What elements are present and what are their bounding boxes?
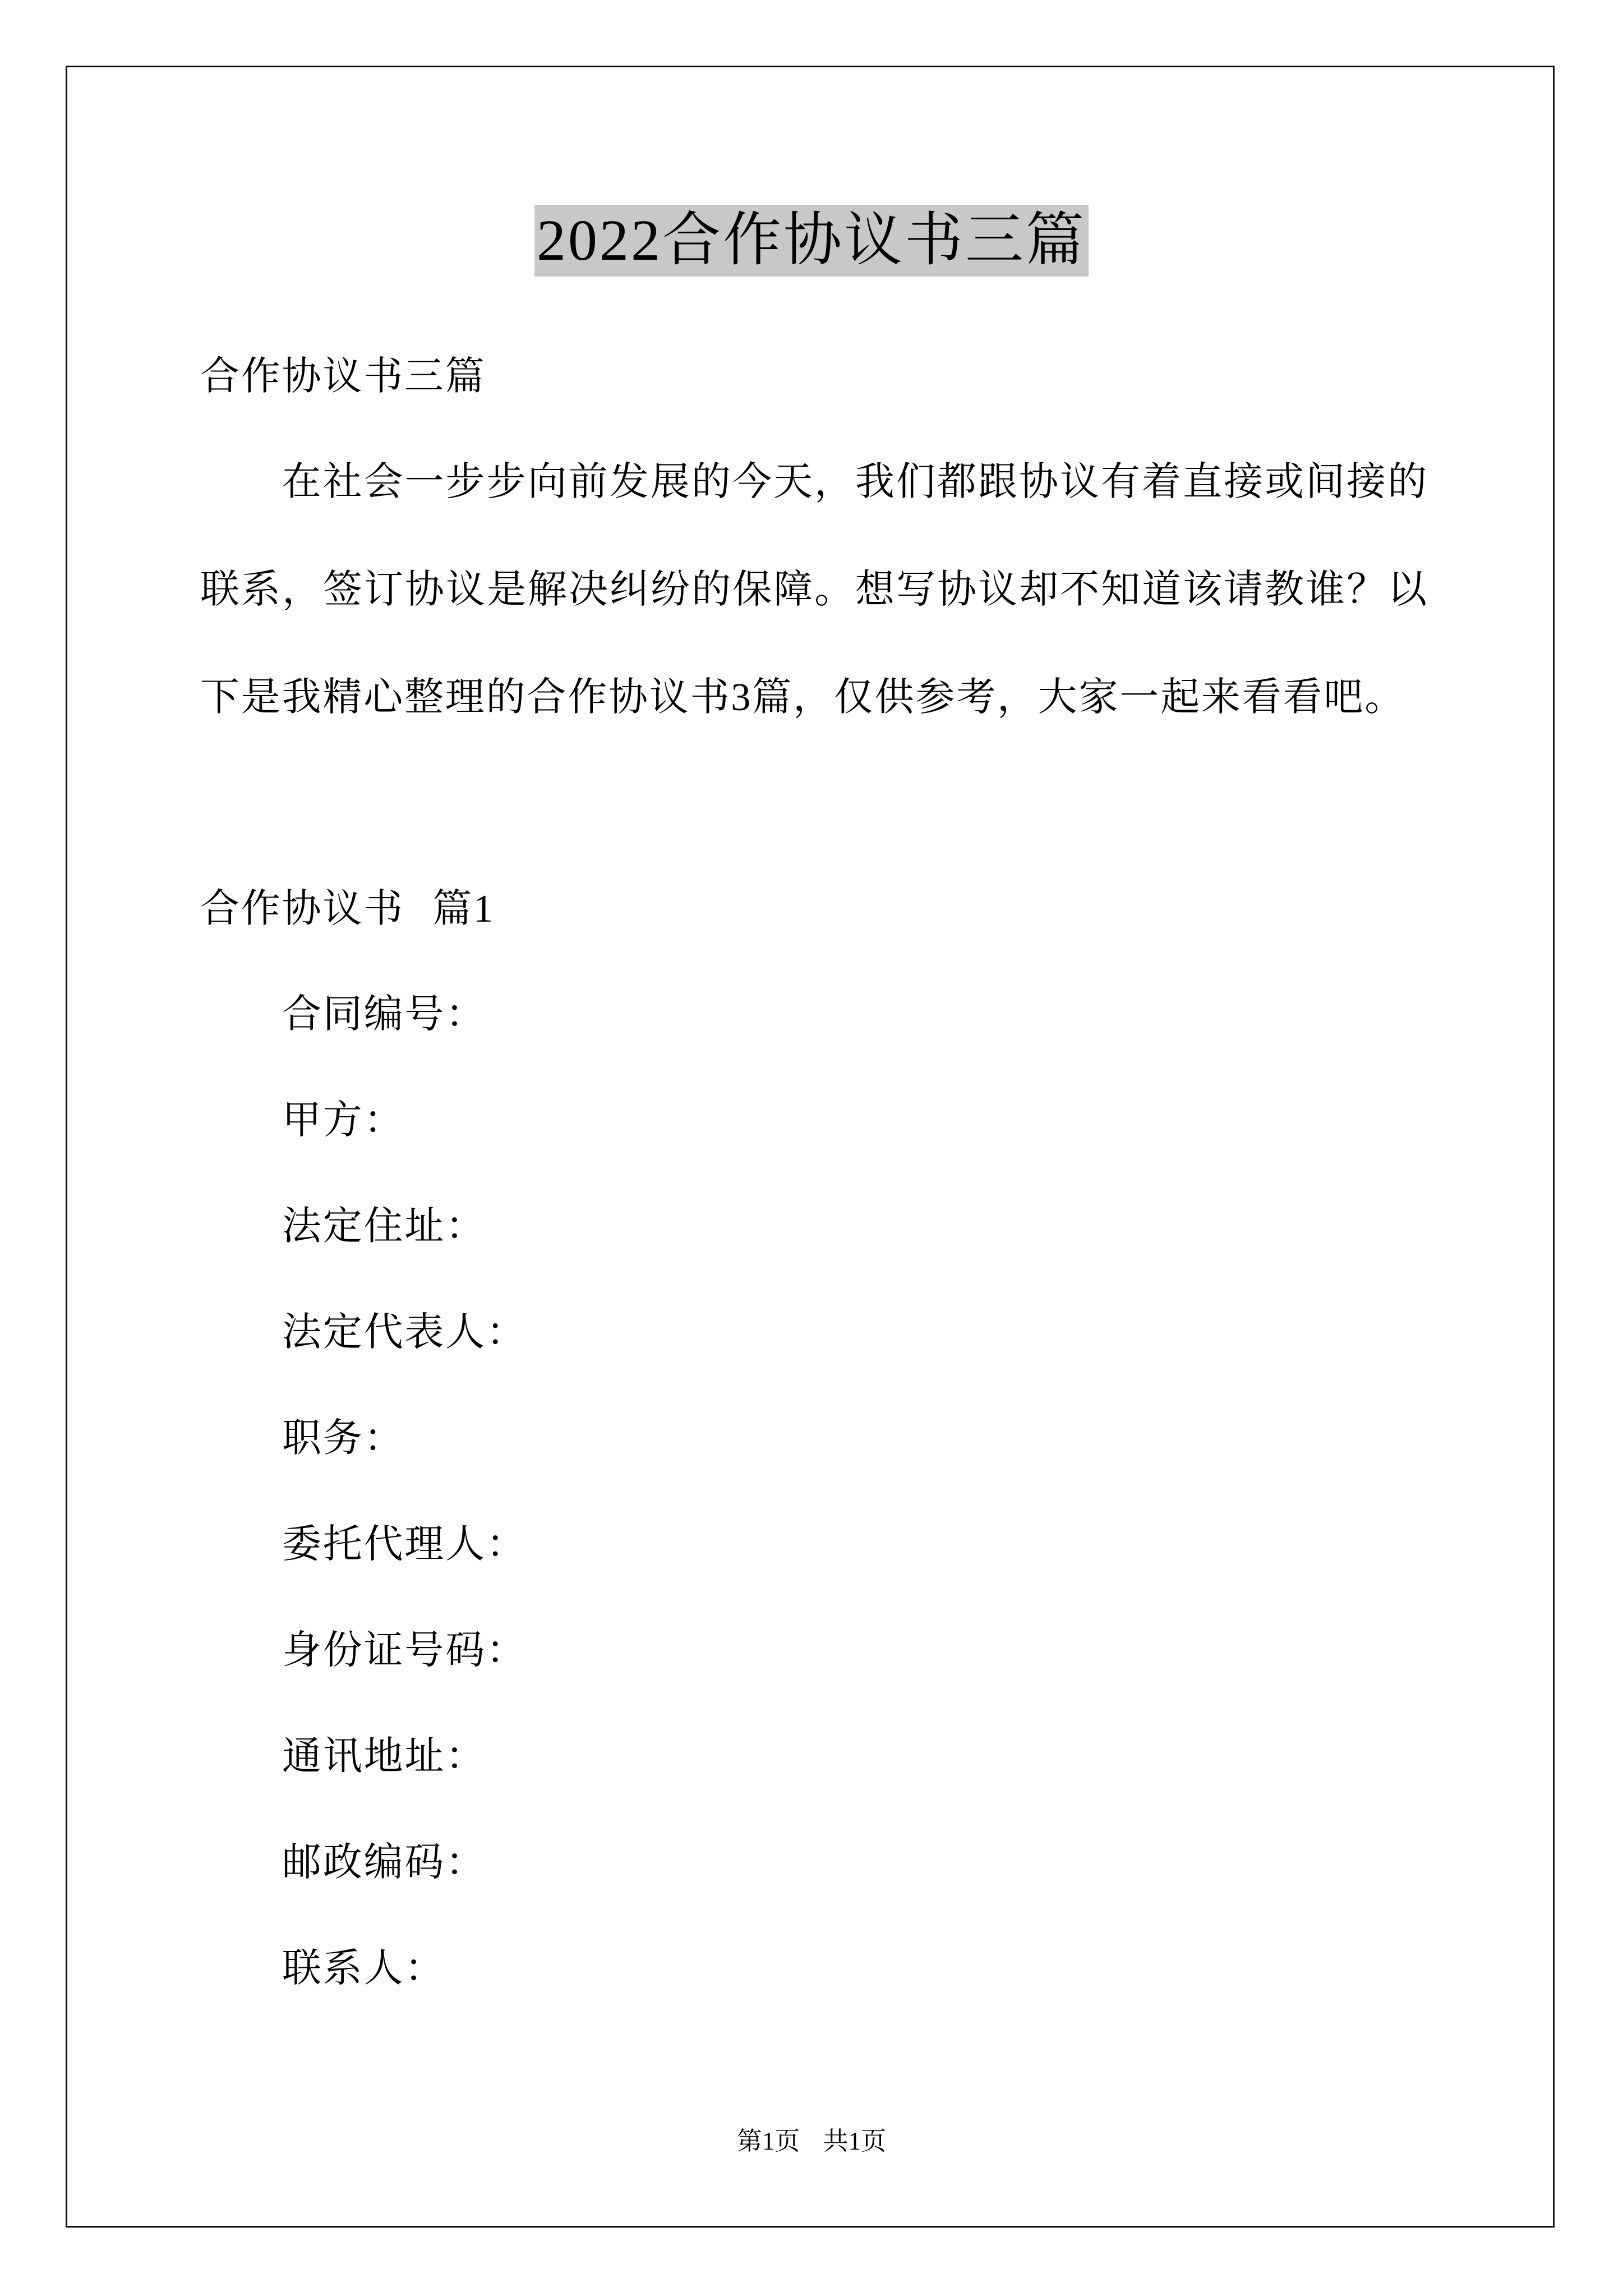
document-title: 2022合作协议书三篇 bbox=[534, 205, 1089, 277]
section-title: 合作协议书 篇1 bbox=[200, 887, 495, 931]
title-row bbox=[0, 205, 1623, 277]
field-legal-address: 法定住址： bbox=[282, 1205, 486, 1248]
field-mailing-address: 通讯地址： bbox=[282, 1735, 486, 1778]
field-party-a: 甲方： bbox=[282, 1099, 405, 1142]
field-authorized-agent: 委托代理人： bbox=[282, 1523, 527, 1566]
field-list bbox=[282, 961, 527, 2022]
field-contact-person: 联系人： bbox=[282, 1947, 446, 1990]
intro-paragraph: 在社会一步步向前发展的今天，我们都跟协议有着直接或间接的联系，签订协议是解决纠纷的保障。想写协议却不知道该请教谁？以下是我精心整理的合作协议书3篇，仅供参考，大家一起来看看吧。 bbox=[200, 461, 1428, 719]
document-heading: 合作协议书三篇 bbox=[200, 355, 486, 398]
field-contract-number: 合同编号： bbox=[282, 993, 486, 1036]
field-legal-representative: 法定代表人： bbox=[282, 1311, 527, 1354]
field-postal-code: 邮政编码： bbox=[282, 1841, 486, 1884]
page-footer: 第1页 共1页 bbox=[736, 2127, 887, 2155]
field-id-number: 身份证号码： bbox=[282, 1629, 527, 1672]
field-position: 职务： bbox=[282, 1417, 405, 1460]
